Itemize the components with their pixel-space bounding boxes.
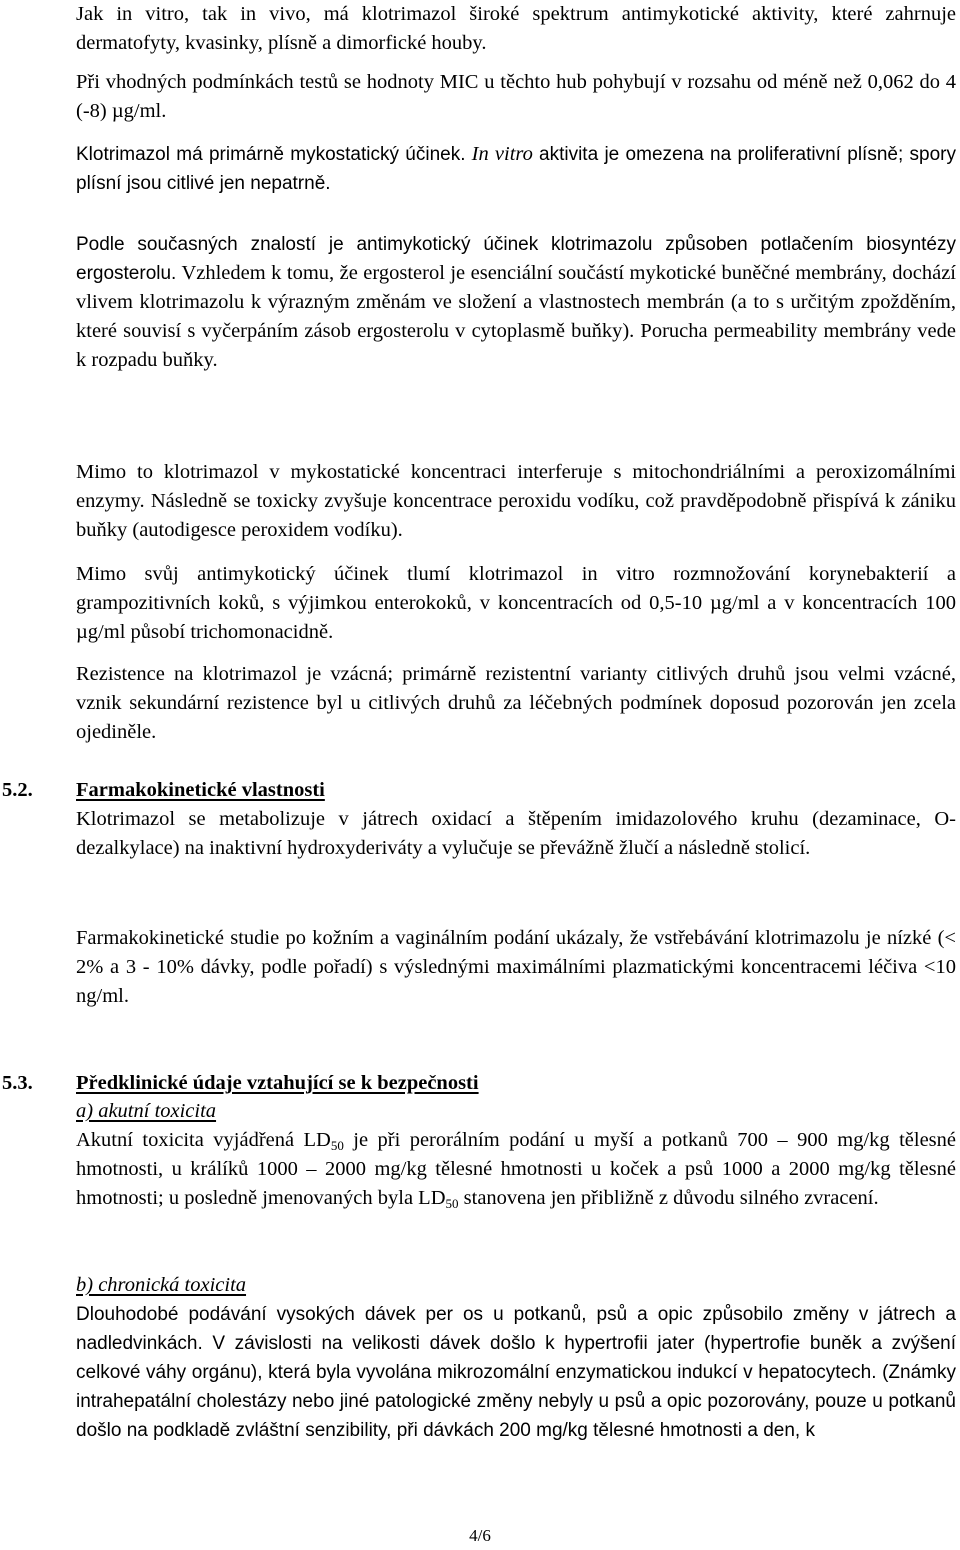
paragraph-resistance: Rezistence na klotrimazol je vzácná; primárně rezistentní varianty citlivých druhů jsou velmi vzácné, vznik sekundární rezistence byl u citlivých druhů za léčebných podmínek doposud pozorován jen zcela ojediněle. <box>76 663 956 743</box>
mycostatic-text-b: aktivita je omezena na proliferativní plísně; spory plísní jsou citlivé jen nepatrně. <box>76 144 957 194</box>
paragraph-mic: Při vhodných podmínkách testů se hodnoty MIC u těchto hub pohybují v rozsahu od méně než 0,062 do 4 (-8) µg/ml. <box>76 71 956 122</box>
paragraph-bacteria: Mimo svůj antimykotický účinek tlumí klotrimazol in vitro rozmnožování korynebakterií a grampozitivních koků, s výjimkou enterokoků, v koncentracích od 0,5-10 µg/ml a v koncentracích 100 µg/ml působí trichomonacidně. <box>76 563 956 643</box>
chronic-text-a: Dlouhodobé podávání vysokých dávek per os u potkanů, psů a opic způsobilo změny v játrech a nadledvinkách. <box>76 1304 956 1354</box>
paragraph-acute-toxicity: Akutní toxicita vyjádřená $LD_{50}$ je při perorálním podání u myší a potkanů 700 – 900 mg/kg tělesné hmotnosti, u králíků 1000 – 2000 mg/kg tělesné hmotnosti u koček a psů 1000 a 2000 mg/kg tělesné hmotnosti; u posledně jmenovaných byla $LD_{50}$ stanovena jen přibližně z důvodu silného zvracení. <box>76 1129 956 1211</box>
mycostatic-text-a: Klotrimazol má primárně mykostatický účinek. <box>76 144 466 165</box>
section-number-5-3: 5.3. <box>2 1072 33 1094</box>
section-title-preclinical: Předklinické údaje vztahující se k bezpečnosti <box>76 1072 479 1094</box>
paragraph-enzymes: Mimo to klotrimazol v mykostatické koncentraci interferuje s mitochondriálními a peroxizomálními enzymy. Následně se toxicky zvyšuje koncentrace peroxidu vodíku, což pravděpodobně přispívá k zániku buňky (autodigesce peroxidem vodíku). <box>76 461 956 541</box>
subheading-acute-toxicity: a) akutní toxicita <box>76 1100 217 1122</box>
in-vitro-italic: In vitro <box>471 143 533 165</box>
mechanism-text-b: Vzhledem k tomu, že ergosterol je esenciální součástí mykotické buněčné membrány, dochází vlivem klotrimazolu k výrazným změnám ve složení a vlastnostech membrán (a to s určitým zpožděním, které souvisí s vyčerpáním zásob ergosterolu v cytoplasmě buňky). Porucha permeability membrány vede k rozpadu buňky. <box>76 262 956 371</box>
subheading-chronic-toxicity: b) chronická toxicita <box>76 1274 247 1296</box>
paragraph-mechanism <box>76 230 956 375</box>
ld50-subscript: 50 <box>330 1138 344 1153</box>
paragraph-spectrum: Jak in vitro, tak in vivo, má klotrimazol široké spektrum antimykotické aktivity, které zahrnuje dermatofyty, kvasinky, plísně a dimorfické houby. <box>76 3 956 54</box>
paragraph-absorption: Farmakokinetické studie po kožním a vaginálním podání ukázaly, že vstřebávání klotrimazolu je nízké (< 2% a 3 - 10% dávky, podle pořadí) s výslednými maximálními plazmatickými koncentracemi léčiva <10 ng/ml. <box>76 927 956 1007</box>
section-number-5-2: 5.2. <box>2 779 33 801</box>
ld50-subscript-2: 50 <box>445 1196 459 1211</box>
page-number: 4/6 <box>469 1526 491 1545</box>
section-title-pharmacokinetics: Farmakokinetické vlastnosti <box>76 779 325 801</box>
paragraph-metabolism: Klotrimazol se metabolizuje v játrech oxidací a štěpením imidazolového kruhu (dezaminace, O-dezalkylace) na inaktivní hydroxyderiváty a vylučuje se převážně žlučí a následně stolicí. <box>76 808 956 859</box>
paragraph-chronic-toxicity <box>76 1300 956 1445</box>
mechanism-text-a: Podle současných znalostí je antimykotický účinek klotrimazolu způsoben potlačením biosyntézy ergosterolu. <box>76 234 956 284</box>
paragraph-mycostatic <box>76 140 956 198</box>
chronic-text-b: V závislosti na velikosti dávek došlo k hypertrofii jater (hypertrofie buněk a zvýšení celkové váhy orgánu), která byla vyvolána mikrozomální enzymatickou indukcí v hepatocytech. (Známky intrahepatální cholestázy nebo jiné patologické změny nebyly u psů a opic pozorovány, pouze u potkanů došlo na podkladě zvláštní senzibility, při dávkách 200 mg/kg tělesné hmotnosti a den, k <box>76 1333 956 1441</box>
